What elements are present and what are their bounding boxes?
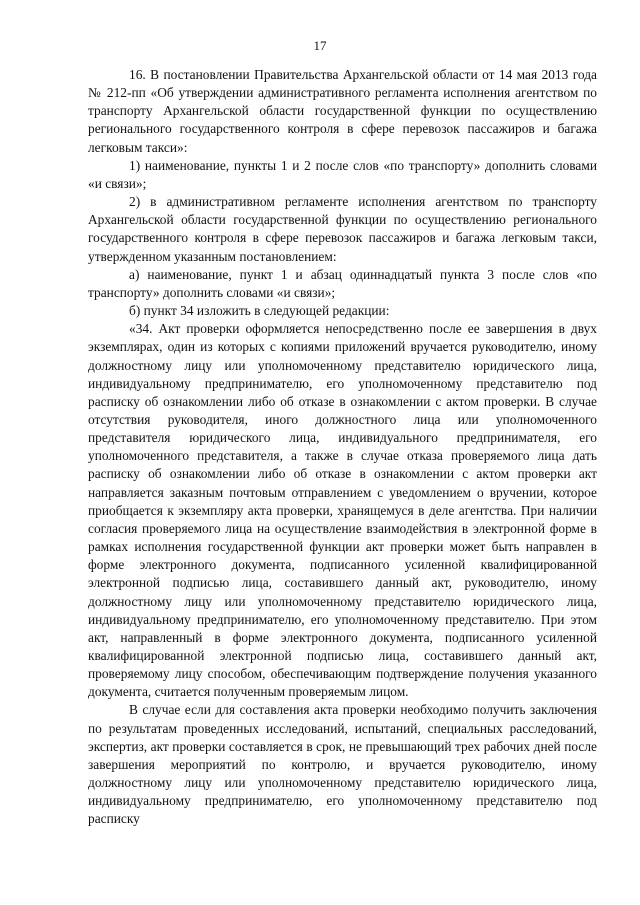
document-body bbox=[88, 66, 597, 829]
page-number: 17 bbox=[313, 38, 327, 53]
paragraph-item-16: 16. В постановлении Правительства Архангельской области от 14 мая 2013 года № 212-пп «Об утверждении административного регламента исполнения агентством по транспорту Архангельской области государственной функции по осуществлению регионального государственного контроля в сфере перевозок пассажиров и багажа легковым такси»: bbox=[88, 67, 597, 155]
paragraph-clause-34: «34. Акт проверки оформляется непосредственно после ее завершения в двух экземплярах, один из которых с копиями приложений вручается руководителю, иному должностному лицу или уполномоченному представителю юридического лица, индивидуальному предпринимателю, его уполномоченному представителю под расписку об ознакомлении либо об отказе в ознакомлении с актом проверки. В случае отсутствия руководителя, иного должностного лица или уполномоченного представителя юридического лица, индивидуального предпринимателя, его уполномоченного представителя, а также в случае отказа проверяемого лица дать расписку об ознакомлении либо об отказе в ознакомлении с актом проверки акт направляется заказным почтовым отправлением с уведомлением о вручении, которое приобщается к экземпляру акта проверки, хранящемуся в деле агентства. При наличии согласия проверяемого лица на осуществление взаимодействия в электронной форме в рамках исполнения государственной функции акт проверки может быть направлен в форме электронного документа, подписанного усиленной квалифицированной электронной подписью лица, составившего данный акт, руководителю, иному должностному лицу или уполномоченному представителю юридического лица, индивидуальному предпринимателю, его уполномоченному представителю. При этом акт, направленный в форме электронного документа, подписанного усиленной квалифицированной электронной подписью лица, составившего данный акт, проверяемому лицу способом, обеспечивающим подтверждение получения указанного документа, считается полученным проверяемым лицом. bbox=[88, 321, 597, 700]
paragraph-subitem-b: б) пункт 34 изложить в следующей редакции: bbox=[129, 303, 390, 319]
paragraph-subitem-2: 2) в административном регламенте исполнения агентством по транспорту Архангельской области государственной функции по осуществлению регионального государственного контроля в сфере перевозок пассажиров и багажа легковым такси, утвержденном указанным постановлением: bbox=[88, 194, 597, 264]
paragraph-clause-34-continued: В случае если для составления акта проверки необходимо получить заключения по результатам проведенных исследований, испытаний, специальных расследований, экспертиз, акт проверки составляется в срок, не превышающий трех рабочих дней после завершения мероприятий по контролю, и вручается руководителю, иному должностному лицу или уполномоченному представителю юридического лица, индивидуальному предпринимателю, его уполномоченному представителю под расписку bbox=[88, 702, 597, 827]
paragraph-subitem-1: 1) наименование, пункты 1 и 2 после слов «по транспорту» дополнить словами «и связи»; bbox=[88, 157, 597, 191]
paragraph-subitem-a: а) наименование, пункт 1 и абзац одиннадцатый пункта 3 после слов «по транспорту» дополнить словами «и связи»; bbox=[88, 266, 597, 300]
